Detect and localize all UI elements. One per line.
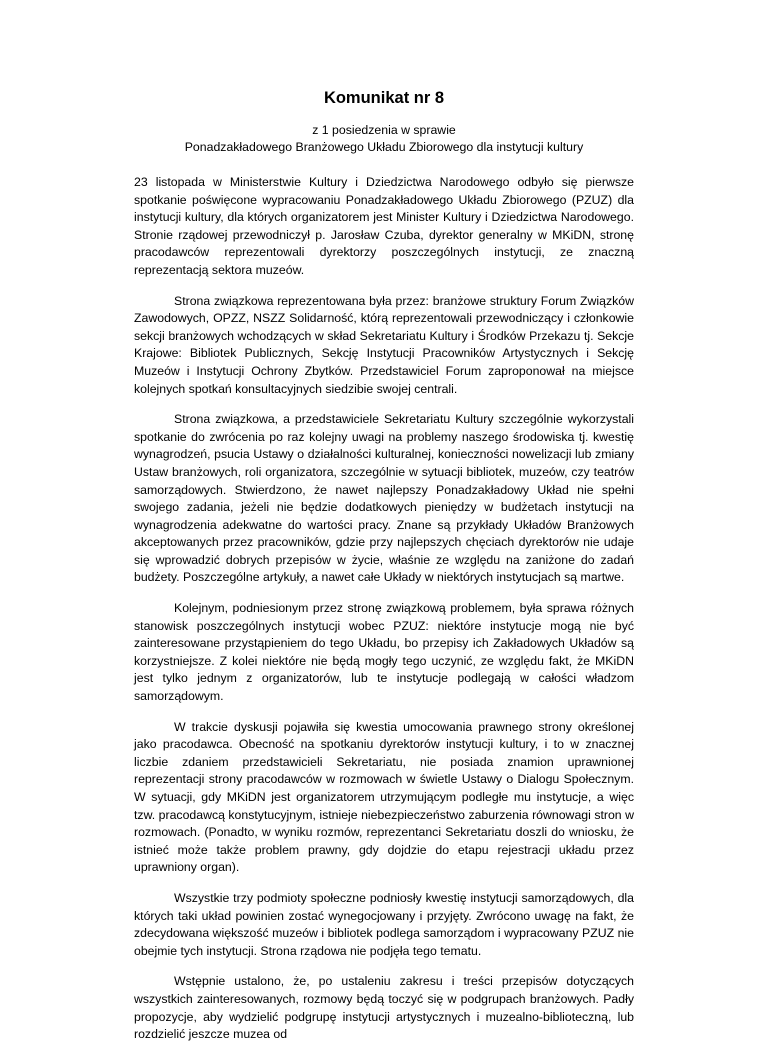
paragraph-7: Wstępnie ustalono, że, po ustaleniu zakresu i treści przepisów dotyczących wszystkich zainteresowanych, rozmowy będą toczyć się w podgrupach branżowych. Padły propozycje, aby wydzielić podgrupę instytucji artystycznych i muzealno-biblioteczną, lub rozdzielić jeszcze muzea od	[134, 974, 634, 1042]
subtitle-line-2: Ponadzakładowego Branżowego Układu Zbiorowego dla instytucji kultury	[184, 140, 584, 154]
document-body	[134, 174, 634, 1057]
document-subtitle	[0, 122, 768, 156]
paragraph-6: Wszystkie trzy podmioty społeczne podniosły kwestię instytucji samorządowych, dla których taki układ powinien zostać wynegocjowany i przyjęty. Zwrócono uwagę na fakt, że zdecydowana większość muzeów i bibliotek podlega samorządom i wypracowany PZUZ nie obejmie tych instytucji. Strona rządowa nie podjęła tego tematu.	[134, 890, 634, 958]
paragraph-3: Strona związkowa, a przedstawiciele Sekretariatu Kultury szczególnie wykorzystali spotkanie do zwrócenia po raz kolejny uwagi na problemy naszego środowiska tj. kwestię wynagrodzeń, psucia Ustawy o działalności kulturalnej, konieczności nowelizacji lub zmiany Ustaw branżowych, roli organizatora, szczególnie w sytuacji bibliotek, muzeów, czy teatrów samorządowych. Stwierdzono, że nawet najlepszy Ponadzakładowy Układ nie spełni swojego zadania, jeżeli nie będzie dodatkowych pieniędzy w budżetach instytucji na wynagrodzenia adekwatne do wartości pracy. Znane są przykłady Układów Branżowych akceptowanych przez pracowników, gdzie przy najlepszych chęciach dyrektorów nie udaje się wprowadzić dobrych przepisów w życie, właśnie ze względu na zaniżone do zadań budżety. Poszczególne artykuły, a nawet całe Układy w niektórych instytucjach są martwe.	[134, 412, 634, 585]
document-title: Komunikat nr 8	[323, 89, 445, 107]
subtitle-line-1: z 1 posiedzenia w sprawie	[312, 123, 456, 137]
paragraph-1: 23 listopada w Ministerstwie Kultury i Dziedzictwa Narodowego odbyło się pierwsze spotkanie poświęcone wypracowaniu Ponadzakładowego Układu Zbiorowego (PZUZ) dla instytucji kultury, dla których organizatorem jest Minister Kultury i Dziedzictwa Narodowego. Stronie rządowej przewodniczył p. Jarosław Czuba, dyrektor generalny w MKiDN, stronę pracodawców reprezentowali dyrektorzy poszczególnych instytucji, ze znaczną reprezentacją sektora muzeów.	[134, 175, 634, 277]
paragraph-5: W trakcie dyskusji pojawiła się kwestia umocowania prawnego strony określonej jako pracodawca. Obecność na spotkaniu dyrektorów instytucji kultury, i to w znacznej liczbie zdaniem przedstawicieli Sekretariatu, nie posiada znamion uprawnionej reprezentacji strony pracodawców w rozmowach w świetle Ustawy o Dialogu Społecznym. W sytuacji, gdy MKiDN jest organizatorem utrzymującym podległe mu instytucje, a więc tzw. pracodawcą konstytucyjnym, istnieje niebezpieczeństwo zaburzenia równowagi stron w rozmowach. (Ponadto, w wyniku rozmów, reprezentanci Sekretariatu doszli do wniosku, że istnieć może także problem prawny, gdy dojdzie do etapu rejestracji układu przez uprawniony organ).	[134, 719, 634, 875]
paragraph-4: Kolejnym, podniesionym przez stronę związkową problemem, była sprawa różnych stanowisk poszczególnych instytucji wobec PZUZ: niektóre instytucje mogą nie być zainteresowane przystąpieniem do tego Układu, bo przepisy ich Zakładowych Układów są korzystniejsze. Z kolei niektóre nie będą mogły tego uczynić, ze względu fakt, że MKiDN jest tylko jednym z organizatorów, lub te instytucje podlegają w całości władzom samorządowym.	[134, 601, 634, 704]
paragraph-2: Strona związkowa reprezentowana była przez: branżowe struktury Forum Związków Zawodowych, OPZZ, NSZZ Solidarność, którą reprezentowali przewodniczący i członkowie sekcji branżowych wchodzących w skład Sekretariatu Kultury i Środków Przekazu tj. Sekcje Krajowe: Bibliotek Publicznych, Sekcję Instytucji Pracowników Artystycznych i Sekcję Muzeów i Instytucji Ochrony Zbytków. Przedstawiciel Forum zaproponował na miejsce kolejnych spotkań konsultacyjnych siedzibie swojej centrali.	[134, 293, 634, 396]
